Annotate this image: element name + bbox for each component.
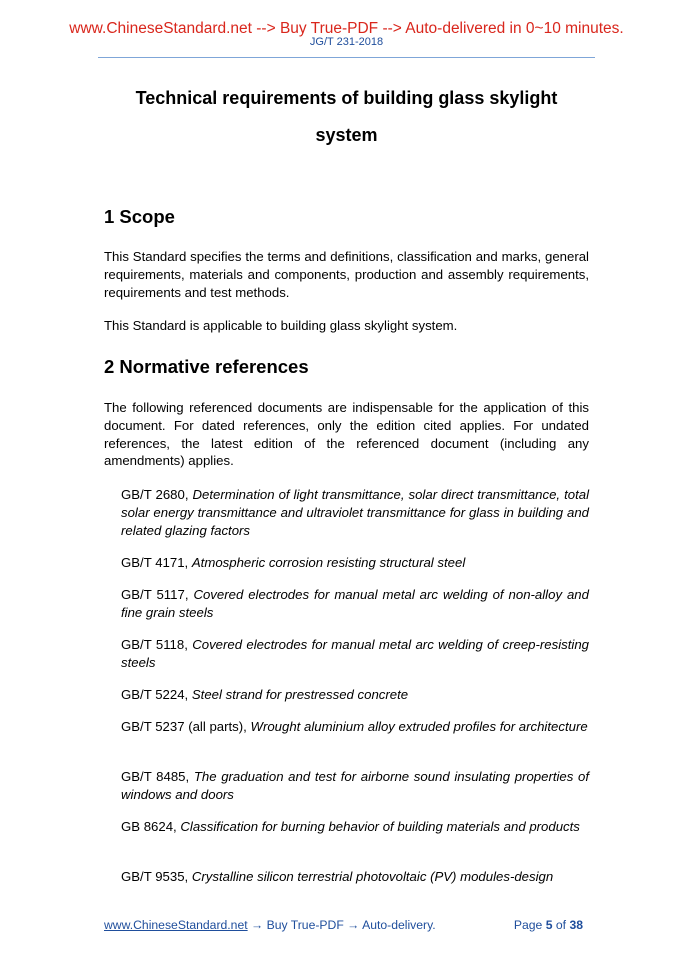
reference-code: GB/T 2680, [121, 487, 189, 502]
reference-item [121, 554, 589, 572]
section-heading-scope: 1 Scope [104, 206, 175, 227]
reference-item [121, 718, 589, 736]
reference-title: Covered electrodes for manual metal arc welding of non-alloy and fine grain steels [121, 587, 589, 620]
of-label: of [555, 918, 567, 932]
standard-code: JG/T 231-2018 [309, 36, 384, 48]
header-divider [98, 57, 595, 58]
document-title-line-2: system [315, 125, 378, 145]
footer-trail-text: → Buy True-PDF → Auto-delivery. [247, 918, 436, 932]
reference-title: Classification for burning behavior of building materials and products [180, 819, 580, 834]
reference-code: GB/T 5237 (all parts), [121, 719, 247, 734]
reference-code: GB/T 5224, [121, 687, 189, 702]
section-heading-normative-references: 2 Normative references [104, 356, 309, 377]
reference-title: Wrought aluminium alloy extruded profiles for architecture [250, 719, 588, 734]
reference-item [121, 868, 589, 886]
reference-title: Crystalline silicon terrestrial photovoltaic (PV) modules-design [191, 869, 554, 884]
normative-references-intro: The following referenced documents are indispensable for the application of this document. For dated references, only the edition cited applies. For undated references, the latest edition of the referenced document (including any amendments) applies. [104, 400, 589, 469]
footer-site-link[interactable]: www.ChineseStandard.net [104, 918, 248, 932]
reference-item [121, 586, 589, 622]
reference-item [121, 636, 589, 672]
total-pages: 38 [569, 918, 583, 932]
reference-title: The graduation and test for airborne sound insulating properties of windows and doors [121, 769, 589, 802]
reference-code: GB/T 4171, [121, 555, 189, 570]
document-title [104, 80, 589, 154]
scope-paragraph-2: This Standard is applicable to building glass skylight system. [104, 318, 458, 333]
reference-title: Steel strand for prestressed concrete [191, 687, 409, 702]
reference-title: Covered electrodes for manual metal arc welding of creep-resisting steels [121, 637, 589, 670]
document-title-line-1: Technical requirements of building glass skylight [135, 88, 558, 108]
reference-item [121, 818, 589, 836]
reference-title: Determination of light transmittance, solar direct transmittance, total solar energy transmittance and ultraviolet transmittance for glass in building and related glazing factors [121, 487, 589, 538]
current-page-number: 5 [545, 918, 553, 932]
reference-item [121, 768, 589, 804]
reference-title: Atmospheric corrosion resisting structural steel [191, 555, 466, 570]
page-indicator [514, 916, 583, 934]
reference-code: GB/T 5118, [121, 637, 188, 652]
page-footer [104, 916, 589, 934]
reference-item [121, 486, 589, 539]
promo-banner[interactable]: www.ChineseStandard.net --> Buy True-PDF --> Auto-delivered in 0~10 minutes. [69, 20, 624, 37]
reference-item [121, 686, 589, 704]
reference-code: GB/T 8485, [121, 769, 190, 784]
page-label: Page [513, 918, 543, 932]
reference-code: GB/T 9535, [121, 869, 189, 884]
scope-paragraph-1: This Standard specifies the terms and definitions, classification and marks, general requirements, materials and components, production and assembly requirements, requirements and test methods. [104, 249, 589, 300]
reference-code: GB/T 5117, [121, 587, 189, 602]
reference-code: GB 8624, [121, 819, 177, 834]
